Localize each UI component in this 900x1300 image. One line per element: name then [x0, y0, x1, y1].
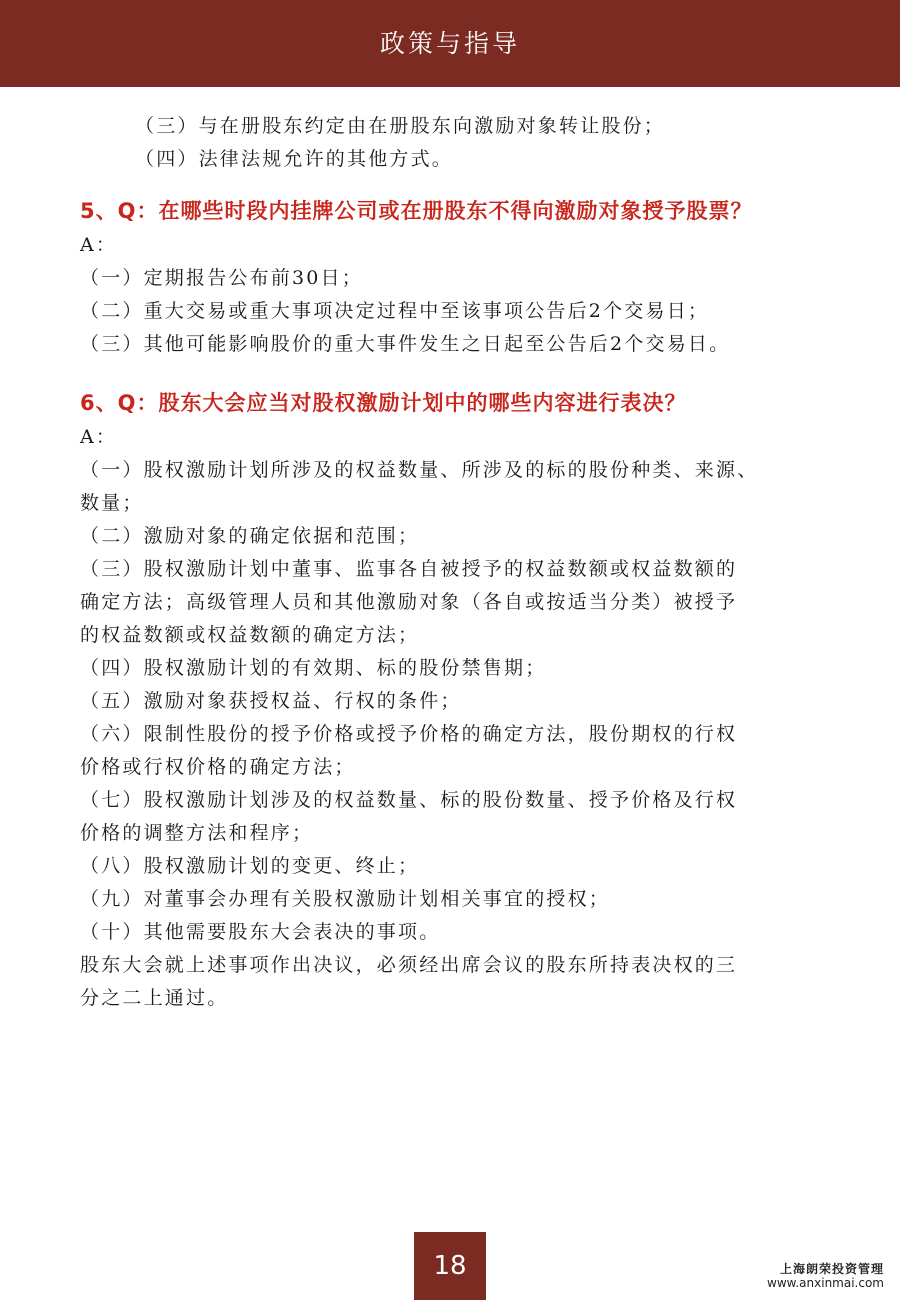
- question-6: 6、Q：股东大会应当对股权激励计划中的哪些内容进行表决？: [80, 391, 687, 415]
- answer-item: （二）重大交易或重大事项决定过程中至该事项公告后2个交易日；: [80, 300, 710, 322]
- answer-line: 确定方法；高级管理人员和其他激励对象（各自或按适当分类）被授予: [80, 591, 738, 613]
- main-content: [80, 110, 850, 1015]
- answer-line: 股东大会就上述事项作出决议，必须经出席会议的股东所持表决权的三: [80, 954, 738, 976]
- footer-website: www.anxinmai.com: [767, 1276, 884, 1290]
- page-number: 18: [433, 1251, 467, 1281]
- page-title: 政策与指导: [379, 29, 520, 58]
- answer-line: （四）股权激励计划的有效期、标的股份禁售期；: [80, 657, 547, 679]
- answer-item: （三）其他可能影响股价的重大事件发生之日起至公告后2个交易日。: [80, 333, 731, 355]
- answer-line: （五）激励对象获授权益、行权的条件；: [80, 690, 462, 712]
- answer-line: （七）股权激励计划涉及的权益数量、标的股份数量、授予价格及行权: [80, 789, 738, 811]
- answer-line: （八）股权激励计划的变更、终止；: [80, 855, 420, 877]
- intro-item: （四）法律法规允许的其他方式。: [135, 148, 454, 170]
- answer-line: （三）股权激励计划中董事、监事各自被授予的权益数额或权益数额的: [80, 558, 738, 580]
- answer-label: A：: [80, 426, 118, 448]
- answer-line: （十）其他需要股东大会表决的事项。: [80, 921, 441, 943]
- answer-line: 分之二上通过。: [80, 987, 229, 1009]
- answer-line: （九）对董事会办理有关股权激励计划相关事宜的授权；: [80, 888, 611, 910]
- answer-line: 的权益数额或权益数额的确定方法；: [80, 624, 420, 646]
- answer-line: （六）限制性股份的授予价格或授予价格的确定方法，股份期权的行权: [80, 723, 738, 745]
- footer-company-name: 上海朗荣投资管理: [779, 1262, 884, 1276]
- answer-line: （一）股权激励计划所涉及的权益数量、所涉及的标的股份种类、来源、: [80, 459, 759, 481]
- intro-item: （三）与在册股东约定由在册股东向激励对象转让股份；: [135, 115, 666, 137]
- answer-line: 价格的调整方法和程序；: [80, 822, 314, 844]
- answer-label: A：: [80, 234, 118, 256]
- question-5: 5、Q：在哪些时段内挂牌公司或在册股东不得向激励对象授予股票？: [80, 199, 753, 223]
- answer-line: （二）激励对象的确定依据和范围；: [80, 525, 420, 547]
- answer-line: 数量；: [80, 492, 144, 514]
- answer-line: 价格或行权价格的确定方法；: [80, 756, 356, 778]
- answer-item: （一）定期报告公布前30日；: [80, 267, 363, 289]
